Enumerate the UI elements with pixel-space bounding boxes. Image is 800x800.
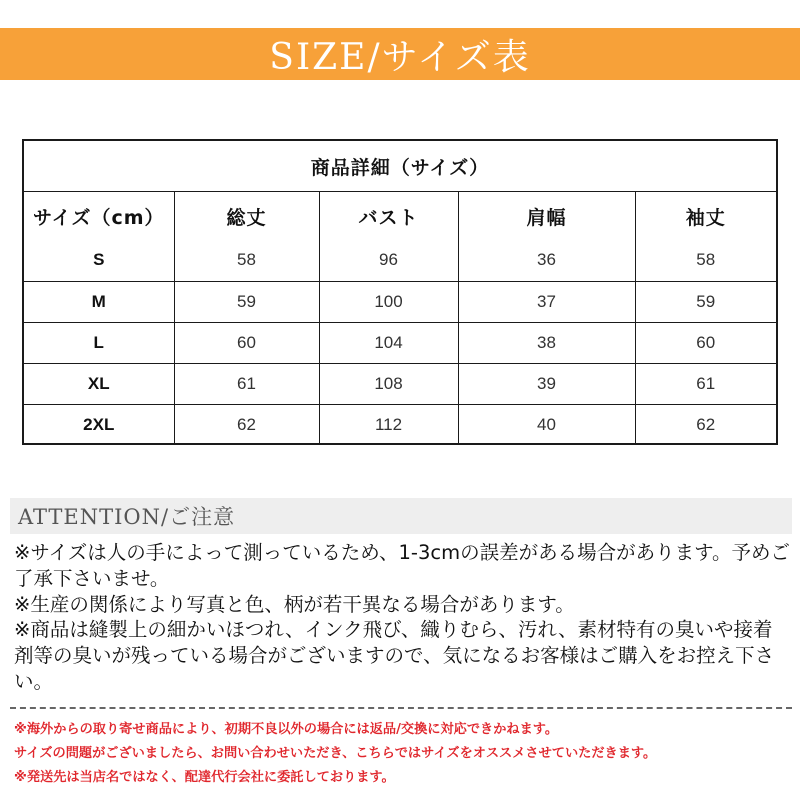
size-cell: S bbox=[24, 240, 174, 281]
bust-cell: 112 bbox=[319, 404, 458, 445]
note-color: ※生産の関係により写真と色、柄が若干異なる場合があります。 bbox=[14, 592, 575, 616]
dashed-divider bbox=[10, 707, 792, 709]
length-cell: 60 bbox=[174, 322, 319, 363]
shoulder-cell: 40 bbox=[458, 404, 635, 445]
table-row bbox=[24, 322, 776, 363]
sleeve-cell: 58 bbox=[635, 240, 776, 281]
page-title: SIZE/サイズ表 bbox=[269, 36, 531, 78]
table-row bbox=[24, 363, 776, 404]
sleeve-cell: 60 bbox=[635, 322, 776, 363]
size-cell: M bbox=[24, 281, 174, 322]
note-measurement: ※サイズは人の手によって測っているため、1-3cmの誤差がある場合があります。予めご了承下さいませ。 bbox=[14, 541, 791, 590]
table-row bbox=[24, 404, 776, 445]
size-table-container bbox=[22, 139, 778, 445]
header-shoulder: 肩幅 bbox=[458, 192, 635, 240]
table-row bbox=[24, 240, 776, 281]
header-bust: バスト bbox=[319, 192, 458, 240]
shoulder-cell: 36 bbox=[458, 240, 635, 281]
attention-header bbox=[10, 498, 792, 534]
title-banner bbox=[0, 28, 800, 80]
length-cell: 62 bbox=[174, 404, 319, 445]
footer-notes bbox=[14, 718, 794, 790]
bust-cell: 100 bbox=[319, 281, 458, 322]
length-cell: 59 bbox=[174, 281, 319, 322]
attention-notes bbox=[14, 540, 790, 695]
bust-cell: 104 bbox=[319, 322, 458, 363]
shoulder-cell: 39 bbox=[458, 363, 635, 404]
bust-cell: 108 bbox=[319, 363, 458, 404]
footer-note-returns: ※海外からの取り寄せ商品により、初期不良以外の場合には返品/交換に対応できかねます。 bbox=[14, 722, 559, 737]
shoulder-cell: 38 bbox=[458, 322, 635, 363]
sleeve-cell: 61 bbox=[635, 363, 776, 404]
table-row bbox=[24, 281, 776, 322]
header-size: サイズ（cm） bbox=[24, 192, 174, 240]
table-caption: 商品詳細（サイズ） bbox=[24, 141, 776, 192]
bust-cell: 96 bbox=[319, 240, 458, 281]
note-quality: ※商品は縫製上の細かいほつれ、インク飛び、織りむら、汚れ、素材特有の臭いや接着剤等の臭いが残っている場合がございますので、気になるお客様はご購入をお控え下さい。 bbox=[14, 618, 775, 693]
footer-note-shipping: ※発送先は当店名ではなく、配達代行会社に委託しております。 bbox=[14, 770, 395, 785]
sleeve-cell: 59 bbox=[635, 281, 776, 322]
header-length: 総丈 bbox=[174, 192, 319, 240]
size-cell: 2XL bbox=[24, 404, 174, 445]
size-cell: XL bbox=[24, 363, 174, 404]
shoulder-cell: 37 bbox=[458, 281, 635, 322]
size-cell: L bbox=[24, 322, 174, 363]
attention-title: ATTENTION/ご注意 bbox=[18, 505, 236, 529]
header-sleeve: 袖丈 bbox=[685, 206, 726, 229]
length-cell: 61 bbox=[174, 363, 319, 404]
size-table bbox=[24, 192, 776, 445]
sleeve-cell: 62 bbox=[696, 414, 716, 434]
table-header-row bbox=[24, 192, 776, 240]
footer-note-size: サイズの問題がございましたら、お問い合わせいただき、こちらではサイズをオススメさせていただきます。 bbox=[14, 746, 657, 761]
length-cell: 58 bbox=[174, 240, 319, 281]
